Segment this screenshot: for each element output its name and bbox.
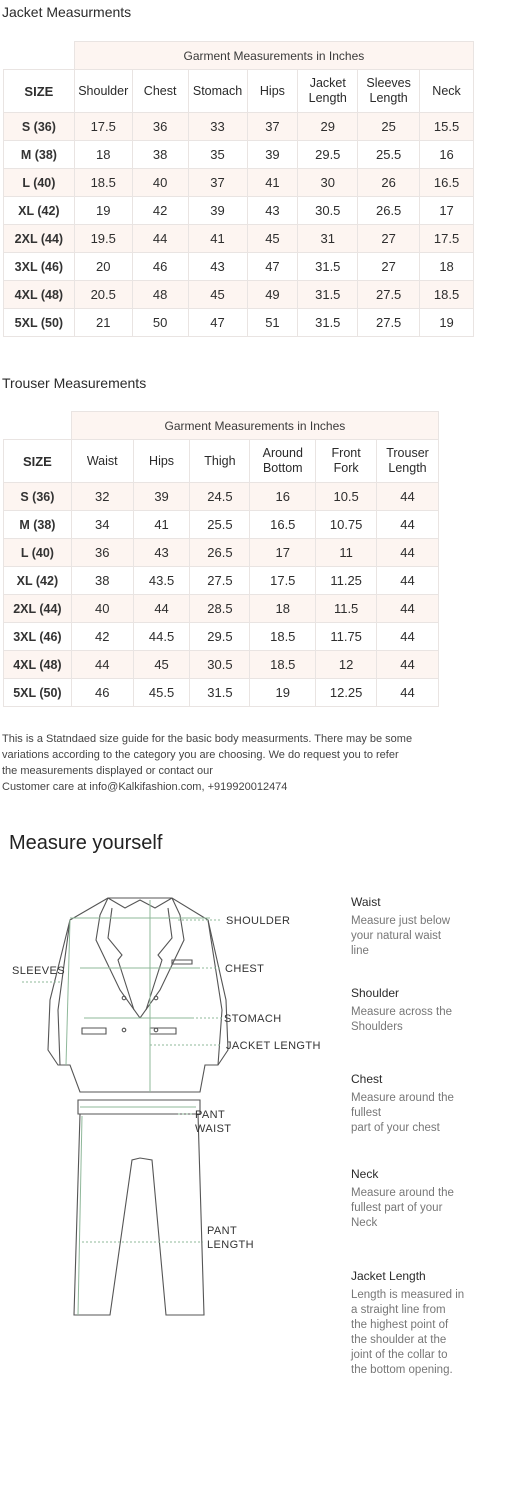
size-cell: XL (42): [4, 567, 72, 595]
neck-cell: 18.5: [420, 281, 474, 309]
column-header-hips: Hips: [133, 440, 190, 483]
column-header-waist: Waist: [71, 440, 133, 483]
jacket-length-cell: 31: [298, 225, 358, 253]
jacket-size-table: [3, 41, 474, 337]
size-cell: L (40): [4, 169, 75, 197]
front-fork-cell: 12.25: [316, 679, 377, 707]
guide-jacket-length: [351, 1268, 476, 1378]
shoulder-cell: 18: [74, 141, 132, 169]
guide-heading: Chest: [351, 1072, 383, 1086]
trouser-length-cell: 44: [377, 511, 439, 539]
guide-chest: [351, 1071, 476, 1136]
suit-measurement-diagram: [0, 860, 340, 1330]
guide-heading: Jacket Length: [351, 1269, 426, 1283]
caption-spacer: [4, 42, 75, 70]
trouser-length-cell: 44: [377, 651, 439, 679]
hips-cell: 51: [247, 309, 298, 337]
table-row: [4, 309, 474, 337]
guide-description: Measure just below your natural waist line: [351, 915, 451, 957]
hips-cell: 44.5: [133, 623, 190, 651]
chest-label: CHEST: [225, 963, 265, 975]
chest-cell: 50: [132, 309, 188, 337]
note-line: This is a Statndaed size guide for the basic body measurments. There may be some: [2, 733, 413, 745]
chest-cell: 44: [132, 225, 188, 253]
hips-cell: 39: [133, 483, 190, 511]
trouser-title: Trouser Measurements: [2, 375, 147, 391]
size-cell: 2XL (44): [4, 225, 75, 253]
jacket-length-cell: 31.5: [298, 309, 358, 337]
note-line: the measurements displayed or contact our: [2, 765, 213, 777]
guide-waist: [351, 894, 476, 959]
waist-cell: 46: [71, 679, 133, 707]
jacket-length-cell: 29: [298, 113, 358, 141]
waist-cell: 32: [71, 483, 133, 511]
table-row: [4, 197, 474, 225]
stomach-cell: 43: [188, 253, 247, 281]
measure-yourself-title: Measure yourself: [9, 832, 163, 854]
table-row: [4, 679, 439, 707]
sleeves-length-cell: 27.5: [358, 309, 420, 337]
jacket-length-cell: 30.5: [298, 197, 358, 225]
front-fork-cell: 10.75: [316, 511, 377, 539]
table-row: [4, 141, 474, 169]
contact-line: Customer care at info@Kalkifashion.com, +919920012474: [2, 781, 288, 793]
guide-heading: Waist: [351, 895, 381, 909]
waist-cell: 36: [71, 539, 133, 567]
chest-cell: 36: [132, 113, 188, 141]
around-bottom-cell: 16.5: [250, 511, 316, 539]
chest-cell: 38: [132, 141, 188, 169]
size-cell: 2XL (44): [4, 595, 72, 623]
thigh-cell: 27.5: [190, 567, 250, 595]
size-guide-note: [2, 731, 472, 795]
shoulder-cell: 20.5: [74, 281, 132, 309]
stomach-cell: 47: [188, 309, 247, 337]
thigh-cell: 26.5: [190, 539, 250, 567]
jacket-length-cell: 29.5: [298, 141, 358, 169]
shoulder-cell: 19: [74, 197, 132, 225]
size-cell: XL (42): [4, 197, 75, 225]
shoulder-cell: 18.5: [74, 169, 132, 197]
sleeves-length-cell: 27.5: [358, 281, 420, 309]
trouser-length-cell: 44: [377, 483, 439, 511]
trouser-length-cell: 44: [377, 567, 439, 595]
hips-cell: 44: [133, 595, 190, 623]
hips-cell: 47: [247, 253, 298, 281]
jacket-length-cell: 31.5: [298, 281, 358, 309]
size-cell: S (36): [4, 113, 75, 141]
guide-description: Measure around the fullest part of your chest: [351, 1092, 454, 1134]
sleeves-length-cell: 25.5: [358, 141, 420, 169]
stomach-label: STOMACH: [224, 1013, 282, 1025]
trouser-length-cell: 44: [377, 679, 439, 707]
trouser-size-table: [3, 411, 439, 707]
caption-spacer: [4, 412, 72, 440]
pant-waist-label: PANT WAIST: [195, 1109, 232, 1135]
neck-cell: 16: [420, 141, 474, 169]
table-row: [4, 595, 439, 623]
shoulder-label: SHOULDER: [226, 915, 291, 927]
sleeves-length-cell: 27: [358, 253, 420, 281]
table-row: [4, 623, 439, 651]
column-header-around-bottom: Around Bottom: [250, 440, 316, 483]
around-bottom-cell: 18: [250, 595, 316, 623]
size-cell: 5XL (50): [4, 679, 72, 707]
chest-cell: 48: [132, 281, 188, 309]
table-caption: Garment Measurements in Inches: [71, 412, 438, 440]
hips-cell: 37: [247, 113, 298, 141]
shoulder-cell: 17.5: [74, 113, 132, 141]
size-cell: 5XL (50): [4, 309, 75, 337]
stomach-cell: 41: [188, 225, 247, 253]
trouser-length-cell: 44: [377, 595, 439, 623]
around-bottom-cell: 17.5: [250, 567, 316, 595]
waist-cell: 40: [71, 595, 133, 623]
front-fork-cell: 11: [316, 539, 377, 567]
waist-cell: 38: [71, 567, 133, 595]
hips-cell: 45: [247, 225, 298, 253]
column-header-hips: Hips: [247, 70, 298, 113]
guide-description: Measure across the Shoulders: [351, 1006, 452, 1033]
size-cell: 3XL (46): [4, 623, 72, 651]
table-row: [4, 651, 439, 679]
stomach-cell: 33: [188, 113, 247, 141]
neck-cell: 18: [420, 253, 474, 281]
table-row: [4, 281, 474, 309]
hips-cell: 49: [247, 281, 298, 309]
jacket-length-label: JACKET LENGTH: [226, 1040, 321, 1052]
around-bottom-cell: 18.5: [250, 651, 316, 679]
size-cell: 4XL (48): [4, 651, 72, 679]
stomach-cell: 39: [188, 197, 247, 225]
shoulder-cell: 21: [74, 309, 132, 337]
waist-cell: 44: [71, 651, 133, 679]
hips-cell: 43: [133, 539, 190, 567]
hips-cell: 41: [247, 169, 298, 197]
size-cell: S (36): [4, 483, 72, 511]
hips-cell: 43.5: [133, 567, 190, 595]
around-bottom-cell: 19: [250, 679, 316, 707]
guide-neck: [351, 1166, 476, 1231]
sleeves-length-cell: 26.5: [358, 197, 420, 225]
chest-cell: 42: [132, 197, 188, 225]
trouser-length-cell: 44: [377, 623, 439, 651]
sleeves-length-cell: 27: [358, 225, 420, 253]
column-header-neck: Neck: [420, 70, 474, 113]
hips-cell: 45.5: [133, 679, 190, 707]
size-column-header: SIZE: [4, 70, 75, 113]
note-line: variations according to the category you are choosing. We do request you to refer: [2, 749, 399, 761]
column-header-shoulder: Shoulder: [74, 70, 132, 113]
around-bottom-cell: 17: [250, 539, 316, 567]
chest-cell: 40: [132, 169, 188, 197]
hips-cell: 45: [133, 651, 190, 679]
size-cell: M (38): [4, 511, 72, 539]
neck-cell: 15.5: [420, 113, 474, 141]
size-column-header: SIZE: [4, 440, 72, 483]
table-caption: Garment Measurements in Inches: [74, 42, 473, 70]
thigh-cell: 28.5: [190, 595, 250, 623]
trouser-length-cell: 44: [377, 539, 439, 567]
neck-cell: 17: [420, 197, 474, 225]
column-header-thigh: Thigh: [190, 440, 250, 483]
column-header-front-fork: Front Fork: [316, 440, 377, 483]
thigh-cell: 24.5: [190, 483, 250, 511]
shoulder-cell: 19.5: [74, 225, 132, 253]
table-row: [4, 511, 439, 539]
front-fork-cell: 11.75: [316, 623, 377, 651]
table-row: [4, 169, 474, 197]
table-row: [4, 113, 474, 141]
thigh-cell: 25.5: [190, 511, 250, 539]
jacket-length-cell: 30: [298, 169, 358, 197]
sleeves-length-cell: 25: [358, 113, 420, 141]
guide-description: Length is measured in a straight line from the highest point of the shoulder at the joint of the collar to the bottom opening.: [351, 1289, 465, 1376]
table-row: [4, 253, 474, 281]
front-fork-cell: 12: [316, 651, 377, 679]
sleeves-length-cell: 26: [358, 169, 420, 197]
guide-heading: Neck: [351, 1167, 379, 1181]
pant-length-label: PANT LENGTH: [207, 1225, 255, 1251]
hips-cell: 41: [133, 511, 190, 539]
stomach-cell: 35: [188, 141, 247, 169]
size-cell: 3XL (46): [4, 253, 75, 281]
thigh-cell: 29.5: [190, 623, 250, 651]
table-row: [4, 567, 439, 595]
around-bottom-cell: 18.5: [250, 623, 316, 651]
waist-cell: 42: [71, 623, 133, 651]
chest-cell: 46: [132, 253, 188, 281]
column-header-stomach: Stomach: [188, 70, 247, 113]
hips-cell: 43: [247, 197, 298, 225]
table-row: [4, 483, 439, 511]
column-header-trouser-length: Trouser Length: [377, 440, 439, 483]
stomach-cell: 45: [188, 281, 247, 309]
guide-shoulder: [351, 985, 476, 1035]
sleeves-label: SLEEVES: [12, 965, 65, 977]
size-cell: L (40): [4, 539, 72, 567]
thigh-cell: 30.5: [190, 651, 250, 679]
guide-heading: Shoulder: [351, 986, 400, 1000]
shoulder-cell: 20: [74, 253, 132, 281]
neck-cell: 17.5: [420, 225, 474, 253]
column-header-jacket-length: Jacket Length: [298, 70, 358, 113]
front-fork-cell: 11.5: [316, 595, 377, 623]
front-fork-cell: 11.25: [316, 567, 377, 595]
jacket-title: Jacket Measurments: [2, 4, 132, 20]
thigh-cell: 31.5: [190, 679, 250, 707]
size-cell: M (38): [4, 141, 75, 169]
neck-cell: 16.5: [420, 169, 474, 197]
jacket-length-cell: 31.5: [298, 253, 358, 281]
size-cell: 4XL (48): [4, 281, 75, 309]
waist-cell: 34: [71, 511, 133, 539]
neck-cell: 19: [420, 309, 474, 337]
hips-cell: 39: [247, 141, 298, 169]
table-row: [4, 225, 474, 253]
around-bottom-cell: 16: [250, 483, 316, 511]
table-row: [4, 539, 439, 567]
column-header-sleeves-length: Sleeves Length: [358, 70, 420, 113]
front-fork-cell: 10.5: [316, 483, 377, 511]
column-header-chest: Chest: [132, 70, 188, 113]
stomach-cell: 37: [188, 169, 247, 197]
guide-description: Measure around the fullest part of your Neck: [351, 1187, 454, 1229]
